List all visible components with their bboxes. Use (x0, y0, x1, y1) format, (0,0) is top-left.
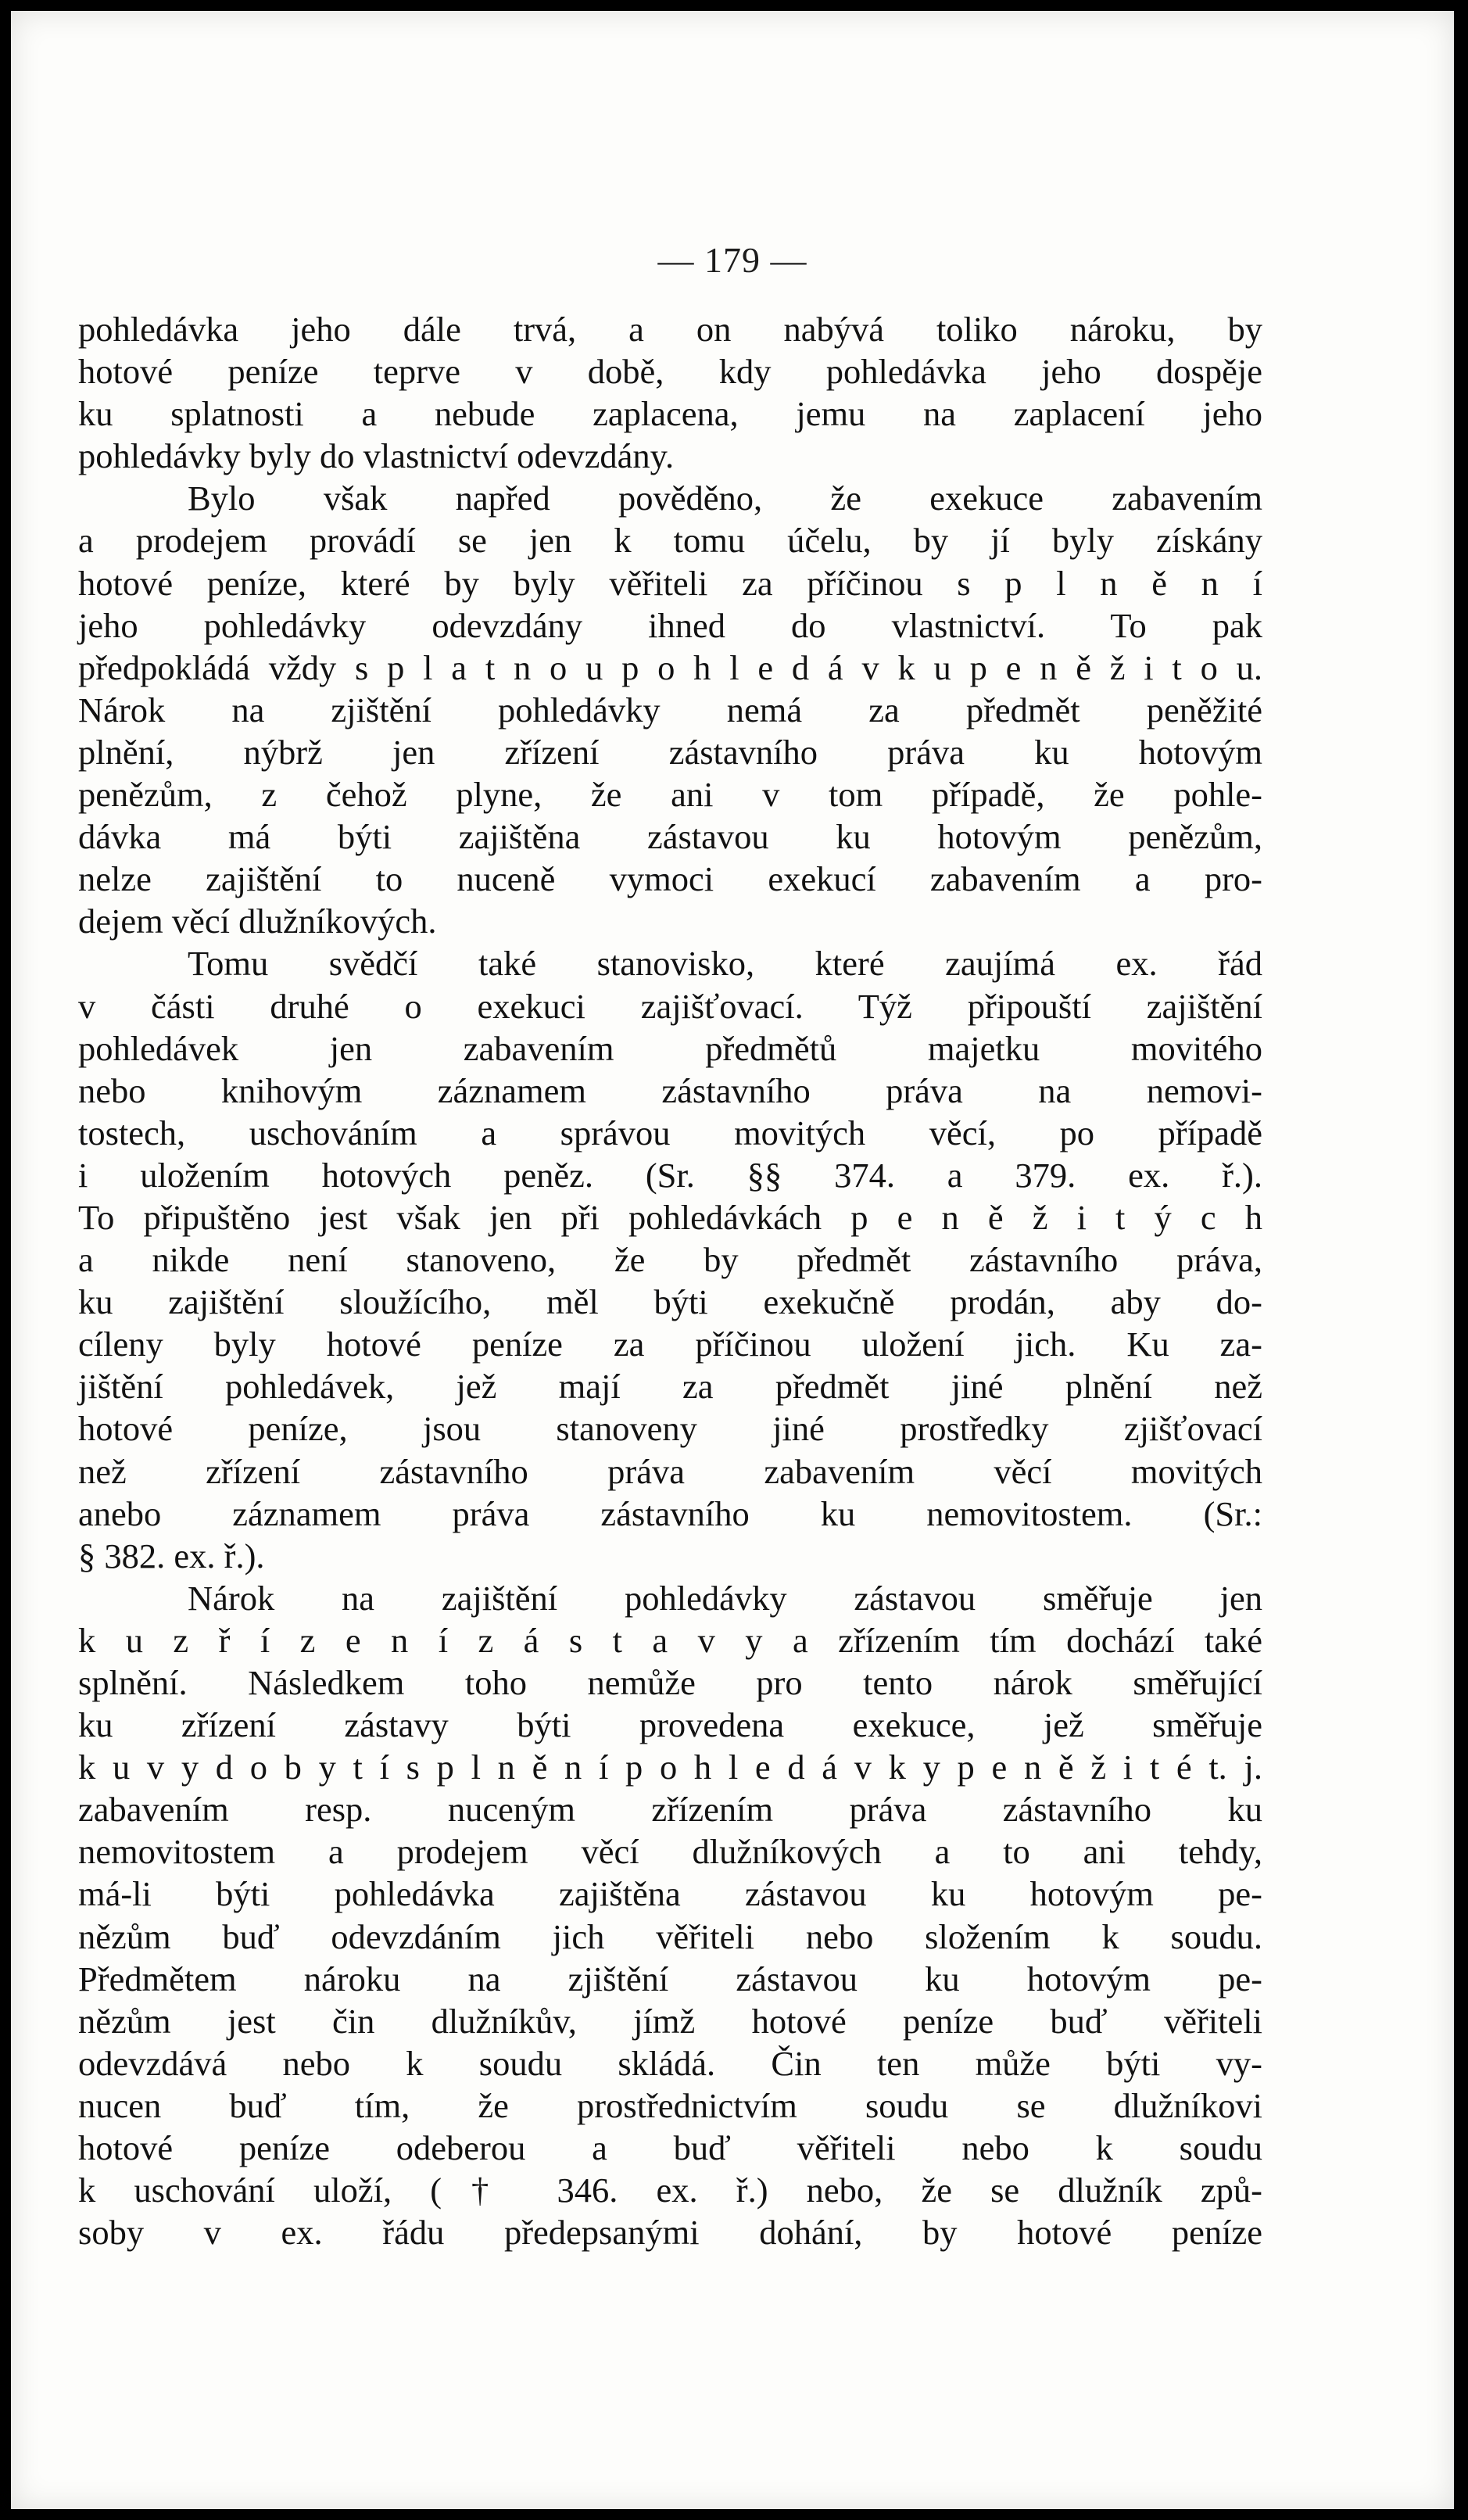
text-line: dejem věcí dlužníkových. (78, 902, 437, 941)
text-line: zabavením resp. nuceným zřízením práva zástavního ku (78, 1790, 1262, 1830)
text-line: k u z ř í z e n í z á s t a v y a zřízením tím dochází také (78, 1620, 1262, 1660)
text-line: Předmětem nároku na zjištění zástavou ku hotovým pe- (78, 1959, 1262, 1998)
text-line: penězům, z čehož plyne, že ani v tom případě, že pohle- (78, 775, 1262, 815)
text-line: nebo knihovým záznamem zástavního práva na nemovi- (78, 1070, 1262, 1110)
text-line: splnění. Následkem toho nemůže pro tento nárok směřující (78, 1663, 1262, 1702)
text-line: předpokládá vždy s p l a t n o u p o h l e d á v k u p e n ě ž i t o u. (78, 647, 1262, 687)
text-line: k uschování uloží, († 346. ex. ř.) nebo, že se dlužník způ- (78, 2170, 1262, 2210)
text-line: má-li býti pohledávka zajištěna zástavou ku hotovým pe- (78, 1874, 1262, 1914)
text-line: v části druhé o exekuci zajišťovací. Týž připouští zajištění (78, 986, 1262, 1026)
body-text (78, 308, 1262, 2253)
text-line: Nárok na zjištění pohledávky nemá za předmět peněžité (78, 690, 1262, 729)
text-line: cíleny byly hotové peníze za příčinou uložení jich. Ku za- (78, 1325, 1262, 1364)
text-line: pohledávek jen zabavením předmětů majetku movitého (78, 1028, 1262, 1068)
text-line: hotové peníze, které by byly věřiteli za příčinou s p l n ě n í (78, 563, 1262, 603)
text-line: než zřízení zástavního práva zabavením věcí movitých (78, 1451, 1262, 1491)
page-number: — 179 — (657, 240, 807, 280)
text-line: ku zřízení zástavy býti provedena exekuce, jež směřuje (78, 1705, 1262, 1745)
text-line: ku splatnosti a nebude zaplacena, jemu na zaplacení jeho (78, 394, 1262, 434)
text-line: Tomu svědčí také stanovisko, které zaujímá ex. řád (188, 944, 1262, 984)
text-line: soby v ex. řádu předepsanými dohání, by hotové peníze (78, 2213, 1262, 2253)
text-line: ku zajištění sloužícího, měl býti exekučně prodán, aby do- (78, 1282, 1262, 1322)
text-line: tostech, uschováním a správou movitých věcí, po případě (78, 1113, 1262, 1152)
text-line: a prodejem provádí se jen k tomu účelu, by jí byly získány (78, 521, 1262, 561)
text-line: hotové peníze odeberou a buď věřiteli nebo k soudu (78, 2128, 1262, 2168)
text-line: pohledávky byly do vlastnictví odevzdány. (78, 436, 675, 476)
text-line: jištění pohledávek, jež mají za předmět jiné plnění než (78, 1367, 1262, 1407)
text-line: hotové peníze, jsou stanoveny jiné prostředky zjišťovací (78, 1409, 1262, 1449)
text-line: To připuštěno jest však jen při pohledávkách p e n ě ž i t ý c h (78, 1197, 1262, 1237)
text-line: nězům jest čin dlužníkův, jímž hotové peníze buď věřiteli (78, 2001, 1262, 2041)
text-line: nucen buď tím, že prostřednictvím soudu se dlužníkovi (78, 2085, 1262, 2125)
text-line: plnění, nýbrž jen zřízení zástavního práva ku hotovým (78, 732, 1262, 772)
text-line: anebo záznamem práva zástavního ku nemovitostem. (Sr.: (78, 1493, 1262, 1533)
text-line: a nikde není stanoveno, že by předmět zástavního práva, (78, 1240, 1262, 1280)
text-line: pohledávka jeho dále trvá, a on nabývá toliko nároku, by (78, 310, 1262, 349)
text-line: k u v y d o b y t í s p l n ě n í p o h l e d á v k y p e n ě ž i t é t. j. (78, 1748, 1262, 1787)
text-line: jeho pohledávky odevzdány ihned do vlastnictví. To pak (78, 605, 1262, 645)
text-line: nězům buď odevzdáním jich věřiteli nebo složením k soudu. (78, 1916, 1262, 1956)
text-line: nelze zajištění to nuceně vymoci exekucí zabavením a pro- (78, 859, 1262, 899)
text-line: nemovitostem a prodejem věcí dlužníkových a to ani tehdy, (78, 1832, 1262, 1872)
text-line: odevzdává nebo k soudu skládá. Čin ten může býti vy- (78, 2043, 1262, 2083)
document-page (11, 11, 1454, 2509)
text-line: § 382. ex. ř.). (78, 1536, 265, 1575)
text-line: dávka má býti zajištěna zástavou ku hotovým penězům, (78, 817, 1262, 857)
text-line: hotové peníze teprve v době, kdy pohledávka jeho dospěje (78, 352, 1262, 392)
text-line: Bylo však napřed pověděno, že exekuce zabavením (188, 479, 1262, 518)
text-line: Nárok na zajištění pohledávky zástavou směřuje jen (188, 1578, 1262, 1618)
text-line: i uložením hotových peněz. (Sr. §§ 374. a 379. ex. ř.). (78, 1155, 1262, 1195)
